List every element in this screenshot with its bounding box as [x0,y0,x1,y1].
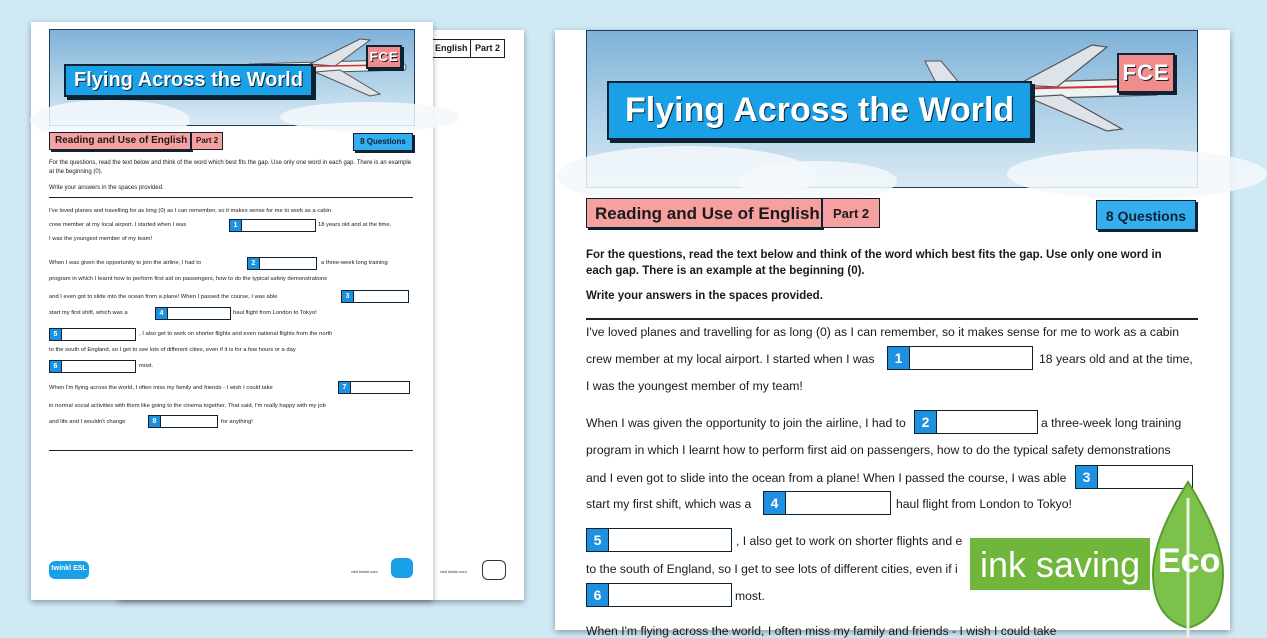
footer-badge [391,558,413,578]
back-part-label: Part 2 [470,39,505,58]
small-text-line: 18 years old and at the time, [318,222,392,228]
large-question-count: 8 Questions [1096,200,1196,230]
large-title: Flying Across the World [607,81,1032,140]
small-instructions: For the questions, read the text below and think of the word which best fits the gap. Use only one word in each gap. There is an example at the beginning (0). [49,160,412,175]
large-text-line: start my first shift, which was a [586,497,752,511]
large-gap-2[interactable]: 2 [914,410,1038,434]
small-gap-1[interactable]: 1 [229,219,316,232]
small-fce-badge: FCE [366,45,402,69]
small-gap-4[interactable]: 4 [155,307,231,320]
large-text-line: a three-week long training [1041,416,1182,430]
small-text-line: and life and I wouldn't change [49,419,126,425]
large-gap-6[interactable]: 6 [586,583,732,607]
small-section-label: Reading and Use of English [49,132,191,150]
small-text-line: for anything! [221,419,253,425]
small-divider [49,197,413,198]
small-gap-7[interactable]: 7 [338,381,410,394]
small-text-line: start my first shift, which was a [49,310,128,316]
large-text-line: I was the youngest member of my team! [586,379,803,393]
eco-badge: Eco [1158,542,1221,580]
large-banner [586,30,1198,188]
large-text-line: haul flight from London to Tokyo! [896,497,1072,511]
large-text-line: 18 years old and at the time, [1039,352,1193,366]
back-section-label: English [430,39,473,58]
small-gap-2[interactable]: 2 [247,257,317,270]
large-gap-3[interactable]: 3 [1075,465,1193,489]
small-text-line: to the south of England, so I get to see lots of different cities, even if it is for a few hours or a day [49,347,296,353]
small-text-line: and I even got to slide into the ocean from a plane! When I passed the course, I was able [49,294,278,300]
small-text-line: I've loved planes and travelling for as long (0) as I can remember, so it makes sense for me to work as a cabin [49,208,332,214]
large-gap-4[interactable]: 4 [763,491,891,515]
small-text-line: program in which I learnt how to perform first aid on passengers, how to do the typical safety demonstrations [49,276,328,282]
large-instructions-line-1: For the questions, read the text below and think of the word which best fits the gap. Use only one word in [586,249,1162,261]
small-banner [49,29,415,126]
small-gap-8[interactable]: 8 [148,415,218,428]
large-text-line: to the south of England, so I get to see lots of different cities, even if i [586,562,958,576]
back-footer-url: visit twinkl.com [440,569,467,574]
back-footer-logo [482,560,506,580]
large-instructions-line-2: each gap. There is an example at the beginning (0). [586,265,865,277]
small-instructions-2: Write your answers in the spaces provided. [49,185,164,191]
small-text-line: in normal social activities with them like going to the cinema together. That said, I'm really happy with my job [49,403,326,409]
large-text-line: When I was given the opportunity to join the airline, I had to [586,416,906,430]
small-gap-3[interactable]: 3 [341,290,409,303]
large-part-label: Part 2 [822,198,880,228]
small-text-line: haul flight from London to Tokyo! [233,310,317,316]
small-text-line: I was the youngest member of my team! [49,236,153,242]
small-text-line: a three-week long training [321,260,388,266]
small-text-line: When I'm flying across the world, I often miss my family and friends - I wish I could take [49,385,273,391]
large-text-line: When I'm flying across the world, I often miss my family and friends - I wish I could take [586,624,1057,638]
small-worksheet-page [31,22,433,600]
small-gap-6[interactable]: 6 [49,360,136,373]
small-text-line: When I was given the opportunity to join the airline, I had to [49,260,202,266]
large-text-line: and I even got to slide into the ocean from a plane! When I passed the course, I was able [586,471,1067,485]
footer-url: visit twinkl.com [351,569,378,574]
large-section-label: Reading and Use of English [586,198,822,228]
small-text-line: , I also get to work on shorter flights and even national flights from the north [139,331,333,337]
large-text-line: program in which I learnt how to perform first aid on passengers, how to do the typical safety demonstrations [586,443,1171,457]
small-title: Flying Across the World [64,64,313,97]
large-gap-1[interactable]: 1 [887,346,1033,370]
large-text-line: crew member at my local airport. I started when I was [586,352,875,366]
large-instructions-2: Write your answers in the spaces provided. [586,290,823,302]
large-text-line: , I also get to work on shorter flights and e [736,534,963,548]
large-gap-5[interactable]: 5 [586,528,732,552]
large-fce-badge: FCE [1117,53,1175,93]
twinkl-logo: twinkl ESL [49,561,89,579]
ink-saving-banner: ink saving [970,538,1150,590]
small-question-count: 8 Questions [353,133,413,151]
large-divider [586,318,1198,320]
small-part-label: Part 2 [191,132,223,150]
small-bottom-divider [49,450,413,451]
large-text-line: I've loved planes and travelling for as long (0) as I can remember, so it makes sense for me to work as a cabin [586,325,1180,339]
large-text-line: most. [735,589,765,603]
small-gap-5[interactable]: 5 [49,328,136,341]
small-text-line: crew member at my local airport. I started when I was [49,222,187,228]
small-text-line: most. [139,363,154,369]
